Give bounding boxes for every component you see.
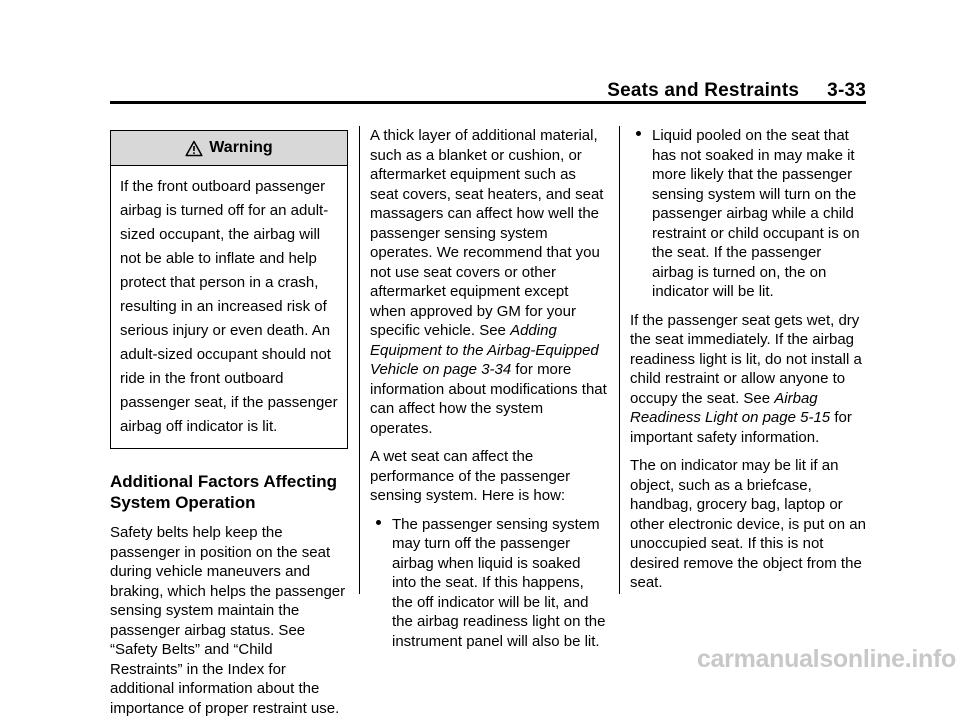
column-1	[110, 130, 348, 727]
header-rule	[110, 101, 866, 104]
section-intro: Safety belts help keep the passenger in position on the seat during vehicle maneuvers and braking, which helps the passenger sensing system maintain the passenger airbag status. See “Safety Belts” and “Child Restraints” in the Index for additional information about the importance of proper restraint use.	[110, 524, 346, 717]
list-item	[630, 126, 866, 302]
warning-box	[110, 130, 348, 449]
cross-reference-link[interactable]: Adding Equipment to the Airbag-Equipped Vehicle on page 3-34	[370, 322, 599, 378]
section-title: Seats and Restraints	[607, 80, 800, 101]
section-heading: Additional Factors Affecting System Operation	[110, 472, 337, 512]
paragraph-text: for important safety information.	[630, 409, 852, 446]
watermark	[674, 646, 960, 672]
list-item-text: The passenger sensing system may turn off the passenger airbag when liquid is soaked into the seat. If this happens, the off indicator will be lit, and the airbag readiness light on the instrument panel will also be lit.	[392, 515, 606, 650]
bullet-icon	[636, 131, 641, 136]
paragraph: A wet seat can affect the performance of the passenger sensing system. Here is how:	[370, 448, 571, 504]
warning-header	[111, 131, 347, 166]
list-item	[370, 515, 608, 652]
watermark-text: carmanualsonline.info	[696, 646, 956, 672]
page-number: 3-33	[827, 80, 866, 101]
paragraph-text: A thick layer of additional material, such as a blanket or cushion, or aftermarket equipment such as seat covers, seat heaters, and seat massagers can affect how well the passenger sensing system operates. We recommend that you not use seat covers or other aftermarket equipment except when approved by GM for your specific vehicle. See	[370, 127, 604, 339]
column-divider	[359, 126, 360, 594]
paragraph-text: If the passenger seat gets wet, dry the seat immediately. If the airbag readiness light is lit, do not install a child restraint or allow anyone to occupy the seat. See	[630, 311, 862, 407]
warning-triangle-icon	[185, 140, 203, 157]
warning-text: If the front outboard passenger airbag is turned off for an adult-sized occupant, the airbag will not be able to inflate and help protect that person in a crash, resulting in an increased risk of serious injury or even death. An adult-sized occupant should not ride in the front outboard passenger seat, if the passenger airbag off indicator is lit.	[120, 178, 338, 435]
column-3	[630, 126, 866, 602]
cross-reference-link[interactable]: Airbag Readiness Light on page 5-15	[630, 389, 831, 426]
column-2	[370, 126, 608, 660]
column-divider	[619, 126, 620, 594]
warning-title: Warning	[209, 139, 273, 157]
page-header	[607, 80, 866, 102]
paragraph-text: for more information about modifications that can affect how the system operates.	[370, 361, 607, 437]
paragraph	[370, 126, 608, 438]
paragraph	[630, 311, 866, 448]
paragraph: The on indicator may be lit if an object, such as a briefcase, handbag, grocery bag, laptop or other electronic device, is put on an unoccupied seat. If this is not desired remove the object from the seat.	[630, 457, 866, 591]
bullet-icon	[376, 520, 381, 525]
list-item-text: Liquid pooled on the seat that has not soaked in may make it more likely that the passenger sensing system will turn on the passenger airbag while a child restraint or child occupant is on the seat. If the passenger airbag is turned on, the on indicator will be lit.	[652, 127, 860, 300]
